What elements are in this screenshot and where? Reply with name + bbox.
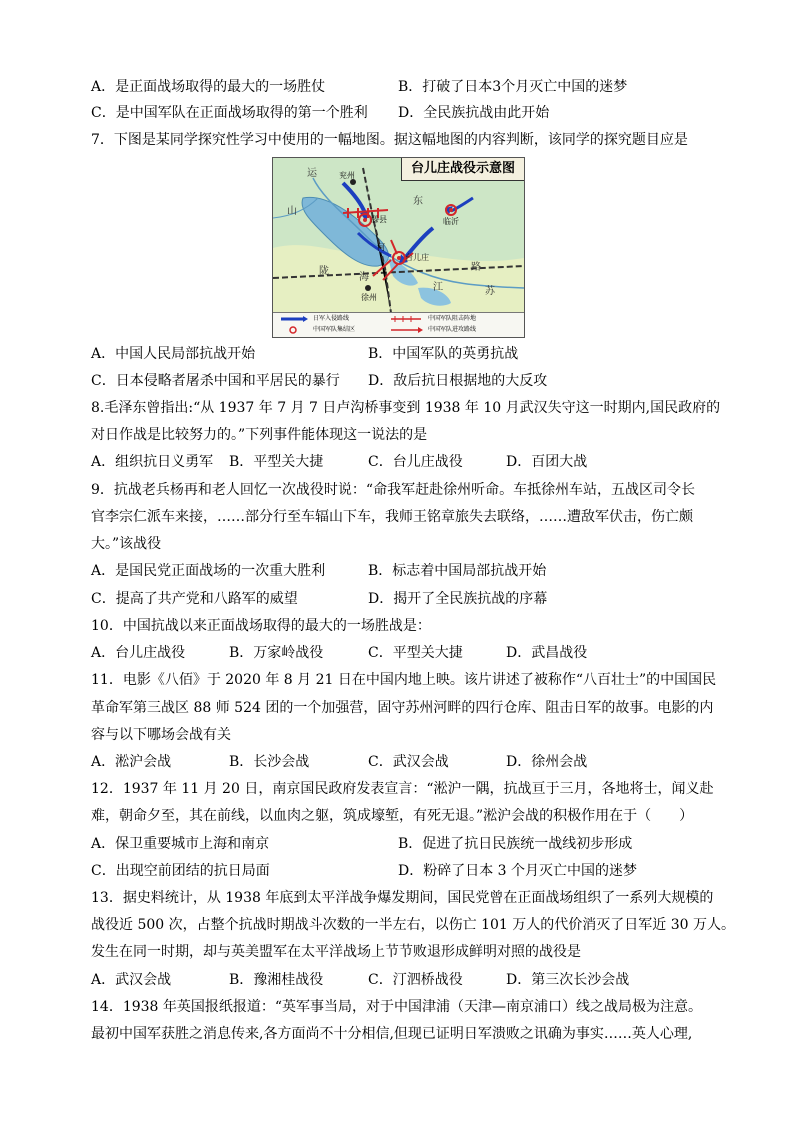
legend-chinese-blocking: 中国军队阻击阵地	[428, 315, 477, 322]
q12-line-1: 12．1937 年 11 月 20 日，南京国民政府发表宣言：“淞沪一隅，抗战亘于三月，各地将士，闻义赴	[91, 781, 714, 797]
q14-line-2: 最初中国军获胜之消息传来,各方面尚不十分相信,但现已证明日军溃败之讯确为事实……英人心理,	[91, 1026, 693, 1042]
taierzhuang-battle-map	[272, 157, 525, 338]
place-yun: 运	[307, 168, 317, 179]
q6-option-d: D．全民族抗战由此开始	[398, 105, 550, 121]
q7-stem: 7．下图是某同学探究性学习中使用的一幅地图。据这幅地图的内容判断，该同学的探究题目应是	[91, 132, 688, 148]
q10-option-d: D．武昌战役	[506, 645, 588, 661]
q12-option-b: B．促进了抗日民族统一战线初步形成	[398, 836, 633, 852]
q9-option-b: B．标志着中国局部抗战开始	[368, 563, 547, 579]
place-dong: 东	[413, 196, 423, 207]
q12-line-2: 难，朝命夕至，其在前线，以血肉之躯，筑成壕堑，有死无退。”淞沪会战的积极作用在于（ ）	[91, 808, 694, 824]
q8-option-d: D．百团大战	[506, 454, 588, 470]
place-xuzhou: 徐州	[361, 293, 377, 302]
q10-option-c: C．平型关大捷	[368, 645, 463, 661]
q13-option-b: B．豫湘桂战役	[229, 972, 324, 988]
place-he: 河	[377, 243, 385, 252]
q9-line-3: 大。”该战役	[91, 536, 162, 552]
q7-option-d: D．敌后抗日根据地的大反攻	[368, 373, 548, 389]
q13-option-d: D．第三次长沙会战	[506, 972, 630, 988]
legend-chinese-concentration: 中国军队集结区	[313, 326, 356, 333]
place-su: 苏	[485, 286, 495, 297]
q9-line-2: 官李宗仁派车来接，……部分行至车辐山下车，我师王铭章旅失去联络，……遭敌军伏击，伤亡颇	[91, 509, 693, 525]
place-long: 陇	[319, 266, 329, 277]
place-shan: 山	[287, 206, 297, 217]
q9-option-d: D．揭开了全民族抗战的序幕	[368, 591, 548, 607]
q7-option-b: B．中国军队的英勇抗战	[368, 346, 519, 362]
q9-line-1: 9．抗战老兵杨再和老人回忆一次战役时说：“命我军赶赴徐州听命。车抵徐州车站，五战区司令长	[91, 482, 696, 498]
q11-option-b: B．长沙会战	[229, 754, 310, 770]
q10-option-b: B．万家岭战役	[229, 645, 324, 661]
legend-japanese-route: 日军入侵路线	[313, 315, 350, 322]
q6-option-b: B．打破了日本3个月灭亡中国的迷梦	[398, 79, 628, 95]
place-jiang: 江	[433, 282, 443, 293]
place-lu: 路	[471, 262, 481, 273]
q13-line-2: 战役近 500 次，占整个抗战时期战斗次数的一半左右，以伤亡 101 万人的代价消灭了日军近 30 万人。	[91, 917, 735, 933]
q12-option-c: C．出现空前团结的抗日局面	[91, 863, 270, 879]
place-yanzhou: 兖州	[339, 171, 355, 180]
legend-symbols	[273, 313, 524, 337]
q8-line-1: 8.毛泽东曾指出:“从 1937 年 7 月 7 日卢沟桥事变到 1938 年 10 月武汉失守这一时期内,国民政府的	[91, 400, 721, 416]
q8-option-c: C．台儿庄战役	[368, 454, 463, 470]
place-hai: 海	[359, 272, 369, 283]
q13-option-c: C．汀泗桥战役	[368, 972, 463, 988]
q9-option-a: A．是国民党正面战场的一次重大胜利	[91, 563, 326, 579]
q11-option-a: A．淞沪会战	[91, 754, 172, 770]
q12-option-d: D．粉碎了日本 3 个月灭亡中国的迷梦	[398, 863, 638, 879]
q8-option-a: A．组织抗日义勇军	[91, 454, 214, 470]
q9-option-c: C．提高了共产党和八路军的威望	[91, 591, 298, 607]
q11-line-3: 容与以下哪场会战有关	[91, 727, 231, 743]
place-taierzhuang: 台儿庄	[405, 253, 429, 262]
q8-option-b: B．平型关大捷	[229, 454, 324, 470]
q13-option-a: A．武汉会战	[91, 972, 172, 988]
map-title: 台儿庄战役示意图	[401, 158, 524, 181]
map-drawing	[273, 158, 524, 337]
q13-line-1: 13．据史料统计，从 1938 年底到太平洋战争爆发期间，国民党曾在正面战场组织了一系列大规模的	[91, 890, 714, 906]
place-tengxian: 滕县	[371, 215, 387, 224]
q7-option-a: A．中国人民局部抗战开始	[91, 346, 256, 362]
q10-option-a: A．台儿庄战役	[91, 645, 186, 661]
q10-line-1: 10．中国抗战以来正面战场取得的最大的一场胜战是：	[91, 618, 431, 634]
q12-option-a: A．保卫重要城市上海和南京	[91, 836, 270, 852]
q14-line-1: 14．1938 年英国报纸报道：“英军事当局，对于中国津浦（天津—南京浦口）线之战局极为注意。	[91, 999, 703, 1015]
q11-option-d: D．徐州会战	[506, 754, 588, 770]
map-legend	[273, 312, 524, 337]
q6-option-a: A．是正面战场取得的最大的一场胜仗	[91, 79, 326, 95]
place-linyi: 临沂	[443, 217, 459, 226]
legend-chinese-attack: 中国军队进攻路线	[428, 326, 477, 333]
q11-option-c: C．武汉会战	[368, 754, 449, 770]
q7-option-c: C．日本侵略者屠杀中国和平居民的暴行	[91, 373, 340, 389]
q8-line-2: 对日作战是比较努力的。”下列事件能体现这一说法的是	[91, 427, 428, 443]
q11-line-1: 11．电影《八佰》于 2020 年 8 月 21 日在中国内地上映。该片讲述了被称作“八百壮士”的中国国民	[91, 672, 717, 688]
q11-line-2: 革命军第三战区 88 师 524 团的一个加强营，固守苏州河畔的四行仓库、阻击日军的故事。电影的内	[91, 700, 714, 716]
q6-option-c: C．是中国军队在正面战场取得的第一个胜利	[91, 105, 368, 121]
q13-line-3: 发生在同一时期，却与英美盟军在太平洋战场上节节败退形成鲜明对照的战役是	[91, 944, 581, 960]
